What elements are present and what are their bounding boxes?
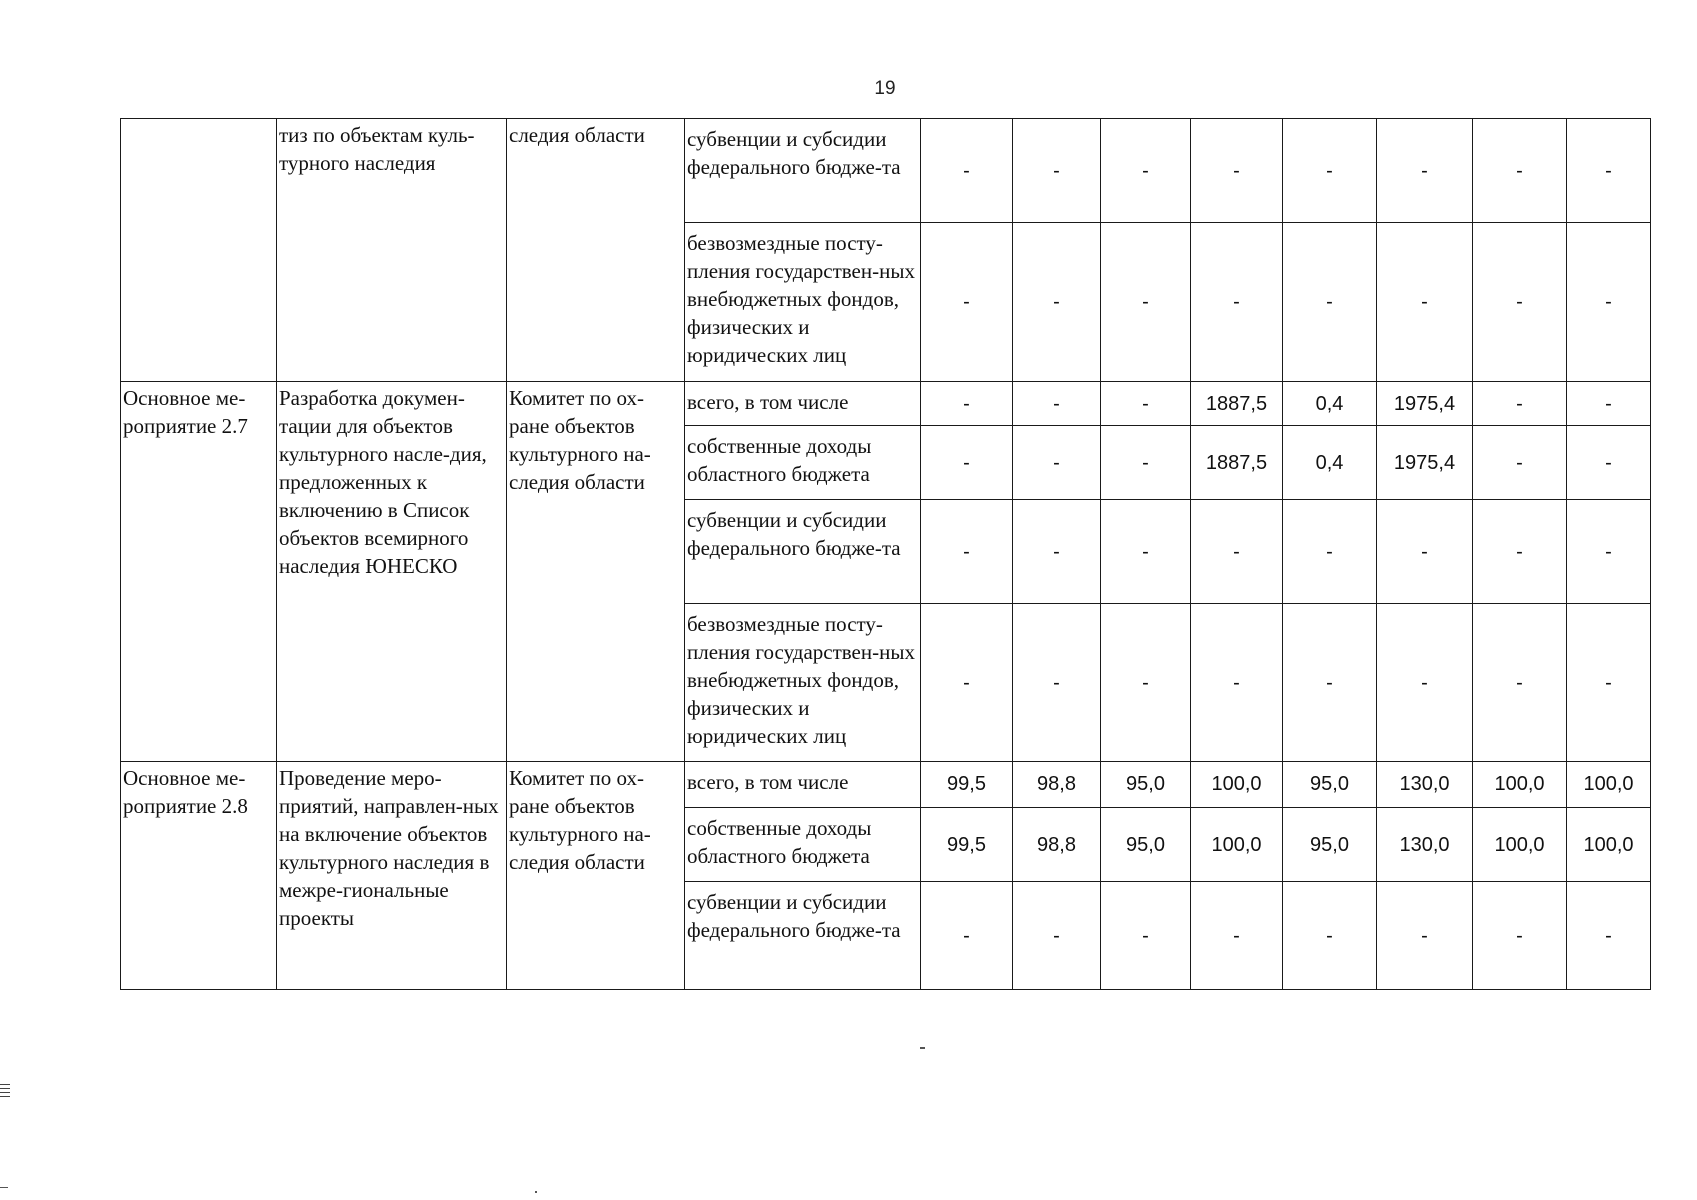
value-cell: -	[1567, 882, 1651, 990]
value-cell: 98,8	[1013, 808, 1101, 882]
funding-source-cell: безвозмездные посту-пления государствен-ных внебюджетных фондов, физических и юридических лиц	[685, 604, 921, 762]
value-cell: -	[1283, 223, 1377, 382]
value-cell: 1887,5	[1191, 426, 1283, 500]
value-cell: -	[1101, 119, 1191, 223]
value-cell: -	[1191, 223, 1283, 382]
value-cell: -	[1013, 882, 1101, 990]
value-cell: -	[1013, 426, 1101, 500]
value-cell: 130,0	[1377, 808, 1473, 882]
table-row	[121, 382, 1651, 426]
value-cell: 0,4	[1283, 382, 1377, 426]
funding-source-cell: субвенции и субсидии федерального бюдже-та	[685, 882, 921, 990]
page-number: 19	[874, 78, 896, 99]
value-cell: 100,0	[1191, 808, 1283, 882]
value-cell: 99,5	[921, 808, 1013, 882]
value-cell: -	[921, 426, 1013, 500]
value-cell: -	[1191, 604, 1283, 762]
table-row	[121, 119, 1651, 223]
value-cell: -	[1473, 604, 1567, 762]
funding-source-cell: всего, в том числе	[685, 382, 921, 426]
value-cell: -	[1377, 119, 1473, 223]
value-cell: -	[1377, 500, 1473, 604]
executor-cell: следия области	[507, 119, 685, 382]
measure-title-cell: Проведение меро-приятий, направлен-ных на включение объектов культурного наследия в межре-гиональные проекты	[277, 762, 507, 990]
value-cell: 130,0	[1377, 762, 1473, 808]
value-cell: -	[921, 119, 1013, 223]
value-cell: -	[1473, 119, 1567, 223]
value-cell: -	[1283, 500, 1377, 604]
funding-source-cell: всего, в том числе	[685, 762, 921, 808]
value-cell: -	[1283, 604, 1377, 762]
value-cell: -	[1567, 223, 1651, 382]
value-cell: -	[1473, 223, 1567, 382]
scan-mark	[0, 1084, 10, 1100]
value-cell: -	[1191, 500, 1283, 604]
value-cell: -	[1473, 426, 1567, 500]
budget-table	[120, 118, 1651, 990]
value-cell: 95,0	[1101, 808, 1191, 882]
value-cell: -	[1567, 382, 1651, 426]
measure-title-cell: тиз по объектам куль-турного наследия	[277, 119, 507, 382]
funding-source-cell: субвенции и субсидии федерального бюдже-та	[685, 500, 921, 604]
value-cell: -	[1473, 882, 1567, 990]
value-cell: -	[921, 382, 1013, 426]
funding-source-cell: безвозмездные посту-пления государствен-ных внебюджетных фондов, физических и юридических лиц	[685, 223, 921, 382]
value-cell: 95,0	[1283, 808, 1377, 882]
value-cell: -	[1567, 119, 1651, 223]
value-cell: 98,8	[1013, 762, 1101, 808]
executor-cell: Комитет по ох-ране объектов культурного на-следия области	[507, 382, 685, 762]
measure-cell	[121, 119, 277, 382]
value-cell: -	[1101, 604, 1191, 762]
funding-source-cell: субвенции и субсидии федерального бюдже-та	[685, 119, 921, 223]
value-cell: -	[1473, 500, 1567, 604]
value-cell: -	[921, 604, 1013, 762]
funding-source-cell: собственные доходы областного бюджета	[685, 808, 921, 882]
value-cell: -	[1101, 382, 1191, 426]
value-cell: 1887,5	[1191, 382, 1283, 426]
value-cell: -	[1283, 882, 1377, 990]
value-cell: -	[1567, 500, 1651, 604]
value-cell: -	[1013, 223, 1101, 382]
value-cell: 1975,4	[1377, 382, 1473, 426]
value-cell: -	[1013, 119, 1101, 223]
value-cell: -	[1101, 223, 1191, 382]
value-cell: -	[1377, 604, 1473, 762]
scan-mark	[920, 1047, 925, 1049]
funding-source-cell: собственные доходы областного бюджета	[685, 426, 921, 500]
table-row	[121, 762, 1651, 808]
value-cell: 1975,4	[1377, 426, 1473, 500]
value-cell: 100,0	[1191, 762, 1283, 808]
value-cell: -	[1191, 119, 1283, 223]
value-cell: -	[921, 223, 1013, 382]
value-cell: -	[921, 882, 1013, 990]
value-cell: 100,0	[1473, 762, 1567, 808]
value-cell: 95,0	[1101, 762, 1191, 808]
value-cell: -	[1191, 882, 1283, 990]
value-cell: -	[1013, 382, 1101, 426]
value-cell: 100,0	[1567, 762, 1651, 808]
scan-mark	[535, 1191, 537, 1193]
value-cell: -	[921, 500, 1013, 604]
value-cell: -	[1101, 500, 1191, 604]
value-cell: -	[1283, 119, 1377, 223]
scan-mark	[0, 1187, 8, 1188]
measure-cell: Основное ме-роприятие 2.8	[121, 762, 277, 990]
executor-cell: Комитет по ох-ране объектов культурного на-следия области	[507, 762, 685, 990]
value-cell: -	[1101, 426, 1191, 500]
value-cell: -	[1473, 382, 1567, 426]
value-cell: -	[1567, 426, 1651, 500]
value-cell: -	[1377, 223, 1473, 382]
measure-cell: Основное ме-роприятие 2.7	[121, 382, 277, 762]
value-cell: -	[1101, 882, 1191, 990]
value-cell: -	[1377, 882, 1473, 990]
value-cell: 0,4	[1283, 426, 1377, 500]
value-cell: 100,0	[1567, 808, 1651, 882]
value-cell: 95,0	[1283, 762, 1377, 808]
value-cell: -	[1013, 604, 1101, 762]
value-cell: 100,0	[1473, 808, 1567, 882]
value-cell: 99,5	[921, 762, 1013, 808]
measure-title-cell: Разработка докумен-тации для объектов культурного насле-дия, предложенных к включению в Список объектов всемирного наследия ЮНЕСКО	[277, 382, 507, 762]
value-cell: -	[1567, 604, 1651, 762]
value-cell: -	[1013, 500, 1101, 604]
